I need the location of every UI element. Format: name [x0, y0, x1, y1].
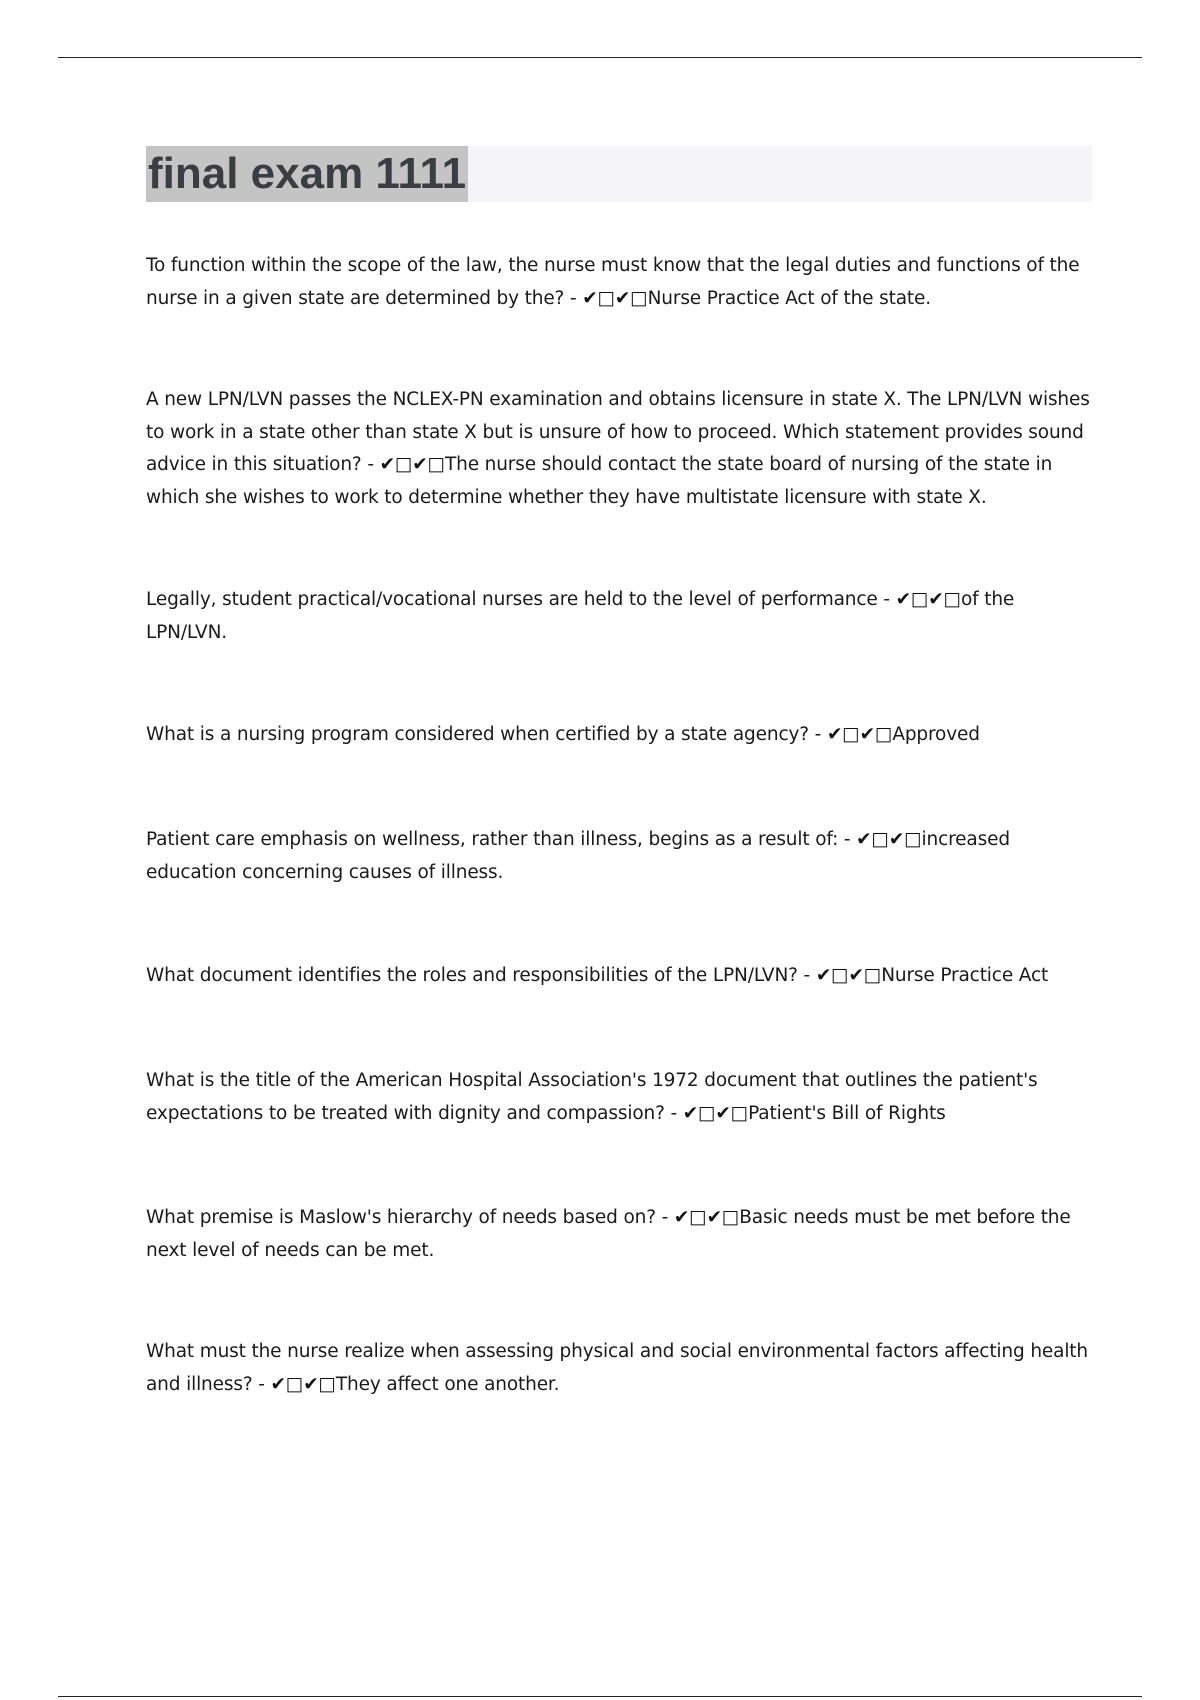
answer-text: Approved	[892, 724, 980, 745]
check-marks-icon: ✔□✔□	[270, 1373, 336, 1395]
answer-text: They affect one another.	[335, 1373, 560, 1395]
separator: -	[564, 287, 583, 309]
qa-item	[146, 1065, 1092, 1130]
answer-text: increased education concerning causes of illness.	[146, 829, 1010, 883]
answer-text: Patient's Bill of Rights	[748, 1102, 946, 1124]
qa-item	[146, 584, 1092, 649]
separator: -	[808, 724, 827, 745]
answer-text: Nurse Practice Act of the state.	[647, 287, 931, 309]
question-text: Legally, student practical/vocational nurses are held to the level of performance	[146, 589, 878, 610]
header-rule	[58, 57, 1142, 58]
check-marks-icon: ✔□✔□	[815, 965, 882, 986]
question-text: What is the title of the American Hospital Association's 1972 document that outlines the patient's expectations to be treated with dignity and compassion?	[146, 1070, 1038, 1124]
question-text: What must the nurse realize when assessing physical and social environmental factors affecting health and illness?	[146, 1341, 1088, 1395]
question-text: What premise is Maslow's hierarchy of needs based on?	[146, 1207, 656, 1228]
question-text: A new LPN/LVN passes the NCLEX-PN examination and obtains licensure in state X. The LPN/LVN wishes to work in a state other than state X but is unsure of how to proceed. Which statement provides sound advice in this situation?	[146, 389, 1090, 475]
separator: -	[797, 965, 816, 986]
check-marks-icon: ✔□✔□	[826, 724, 893, 745]
check-marks-icon: ✔□✔□	[582, 287, 648, 309]
check-marks-icon: ✔□✔□	[682, 1102, 749, 1124]
check-marks-icon: ✔□✔□	[895, 589, 961, 610]
qa-item	[146, 1336, 1092, 1401]
question-text: What is a nursing program considered when certified by a state agency?	[146, 724, 809, 745]
qa-item	[146, 250, 1092, 315]
check-marks-icon: ✔□✔□	[379, 454, 445, 475]
question-text: Patient care emphasis on wellness, rather than illness, begins as a result of:	[146, 829, 839, 850]
separator: -	[664, 1102, 683, 1124]
answer-text: Nurse Practice Act	[881, 965, 1049, 986]
separator: -	[252, 1373, 271, 1395]
check-marks-icon: ✔□✔□	[673, 1207, 740, 1228]
separator: -	[877, 589, 896, 610]
document-title: final exam 1111	[146, 146, 468, 202]
qa-item	[146, 1202, 1092, 1267]
separator: -	[838, 829, 857, 850]
answer-text: Basic needs must be met before the next level of needs can be met.	[146, 1207, 1071, 1261]
separator: -	[361, 454, 380, 475]
answer-text: of the LPN/LVN.	[146, 589, 1015, 643]
question-text: What document identifies the roles and responsibilities of the LPN/LVN?	[146, 965, 798, 986]
separator: -	[655, 1207, 674, 1228]
question-text: To function within the scope of the law, the nurse must know that the legal duties and functions of the nurse in a given state are determined by the?	[146, 255, 1080, 309]
footer-rule	[58, 1696, 1142, 1697]
qa-item	[146, 824, 1092, 889]
qa-item	[146, 719, 1092, 752]
qa-item	[146, 960, 1092, 993]
check-marks-icon: ✔□✔□	[856, 829, 922, 850]
qa-item	[146, 384, 1092, 514]
answer-text: The nurse should contact the state board of nursing of the state in which she wishes to work to determine whether they have multistate licensure with state X.	[146, 454, 1053, 508]
